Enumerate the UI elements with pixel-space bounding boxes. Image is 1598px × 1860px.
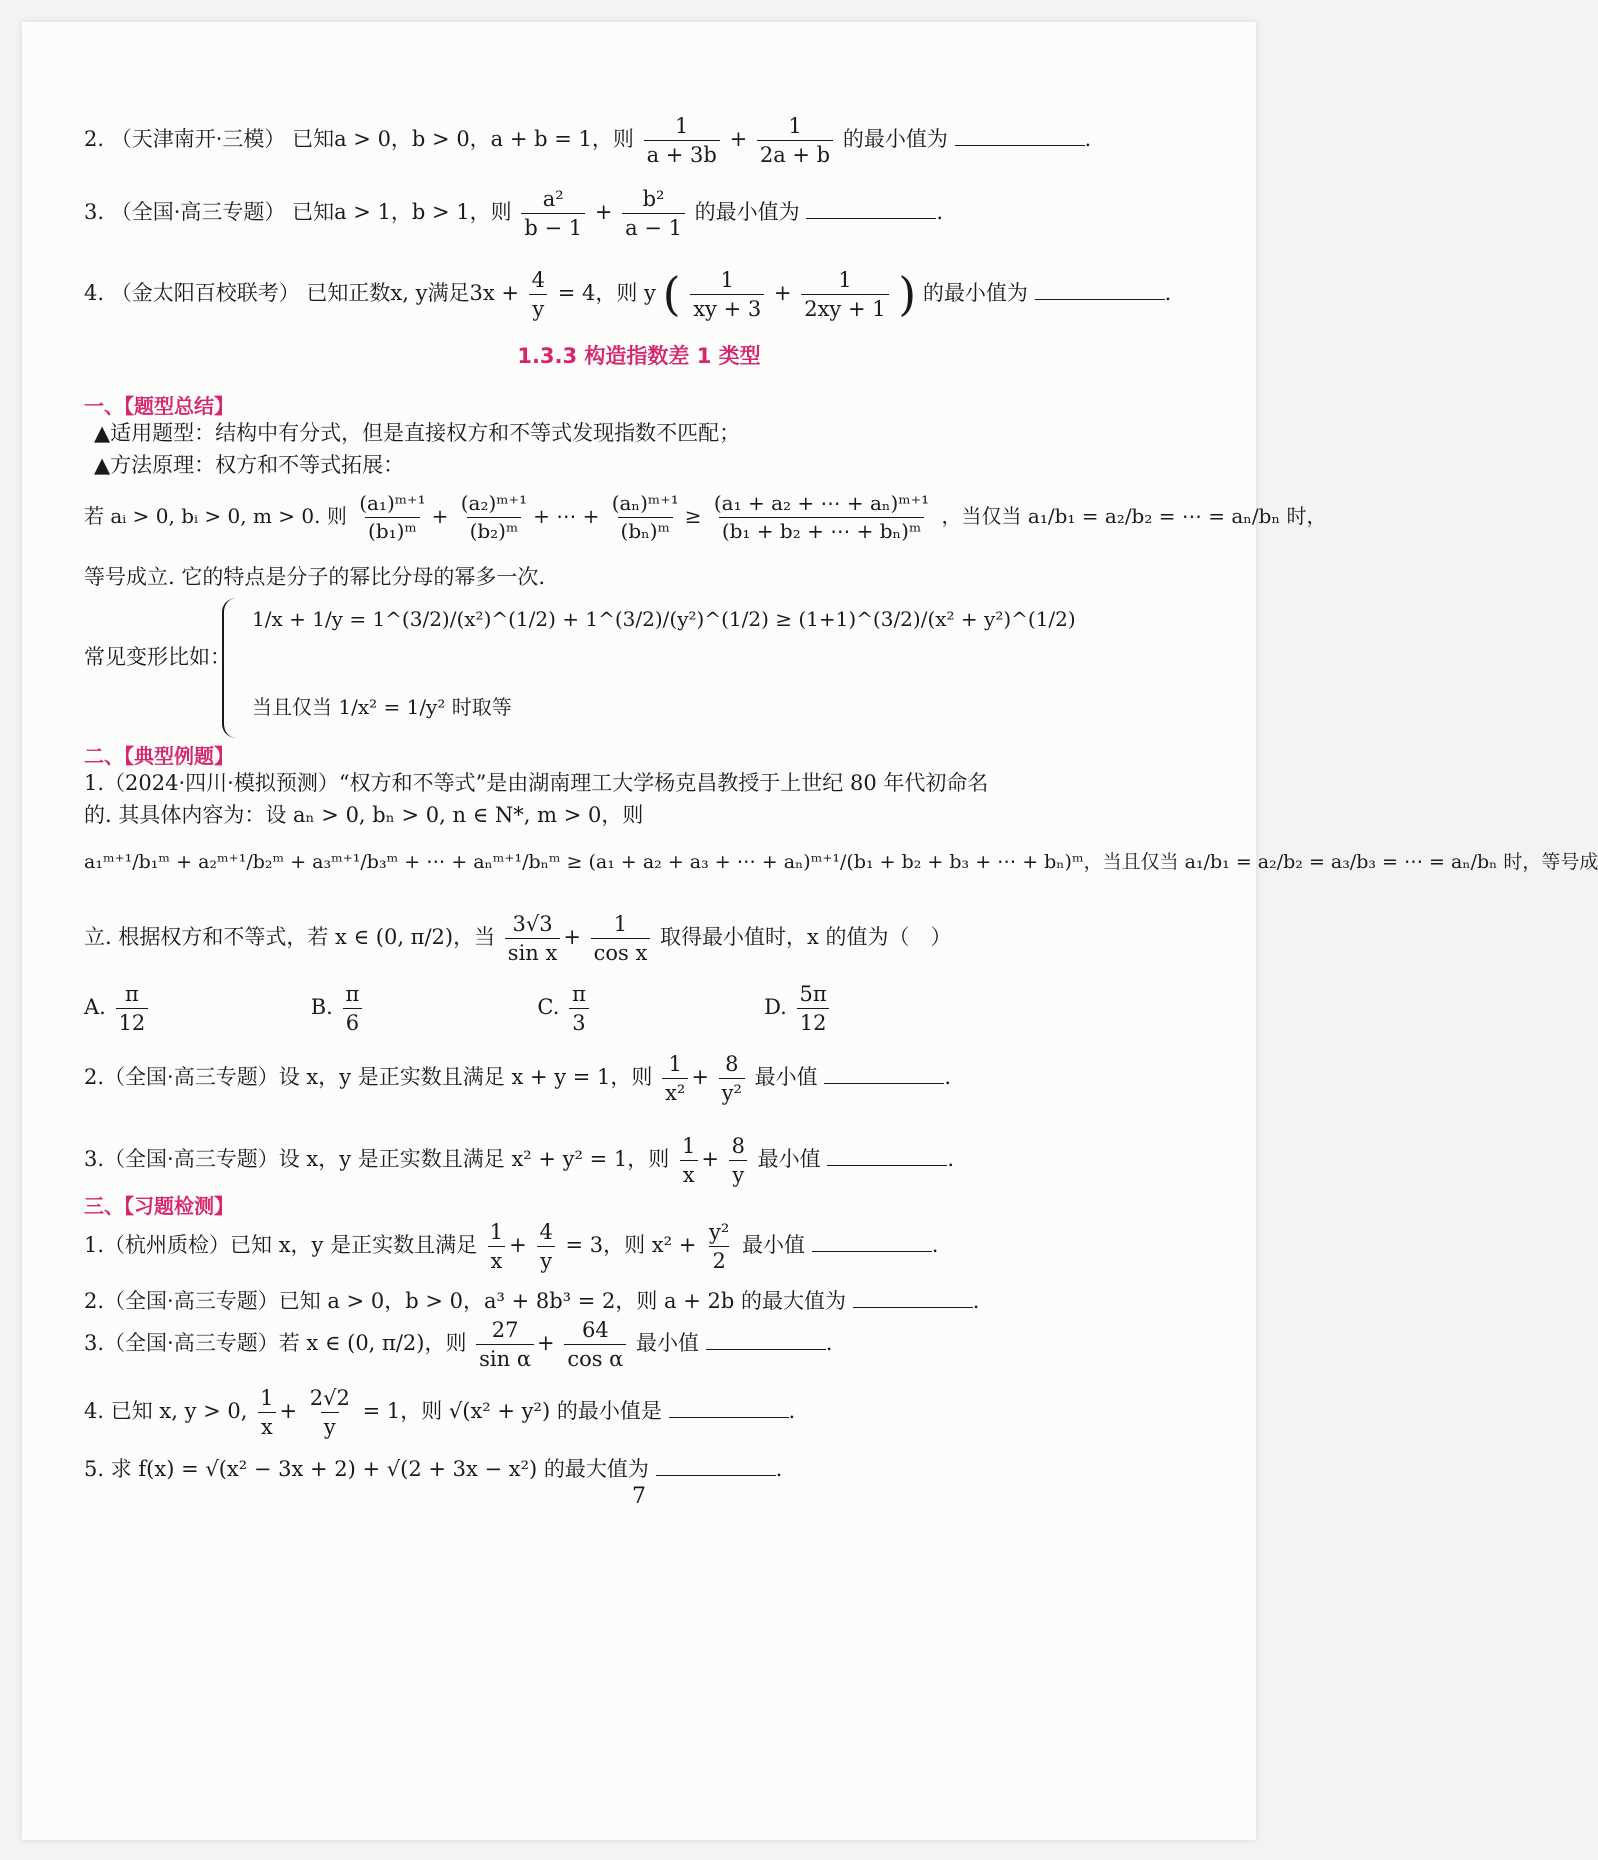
example1-line2: 的. 其具体内容为：设 aₙ > 0, bₙ > 0, n ∈ N*, m > 0，则 (84, 803, 644, 827)
option-a: A. $\frac{\pi}{12}$ (84, 982, 304, 1035)
exercise-1: 1.（杭州质检）已知 x，y 是正实数且满足 $\frac{1}{x}$ + $\frac{4}{y}$ = 3，则 x² + $\frac{\text{y²}}{2}$ 最小值 . (84, 1220, 939, 1274)
document-page (22, 22, 1598, 1840)
option-d: D. $\frac{5\pi}{12}$ (764, 982, 984, 1035)
brace (222, 598, 242, 738)
answer-blank (656, 1475, 776, 1476)
answer-blank (706, 1349, 826, 1350)
fraction: $\frac{4}{y}$ (529, 268, 548, 321)
answer-blank (827, 1165, 947, 1166)
part1-line2: ▲方法原理：权方和不等式拓展： (94, 453, 405, 477)
example1-line3: 立. 根据权方和不等式，若 x ∈ (0, π/2)，当 $\frac{3√3}{\text{sin x}}$ + $\frac{1}{\text{cos x}}$ 取得最小值时，x 的值为（ ） (84, 912, 952, 966)
fraction: $\frac{1}{2a + b}$ (757, 114, 833, 167)
example2: 2.（全国·高三专题）设 x，y 是正实数且满足 x + y = 1，则 $\frac{1}{\text{x²}}$ + $\frac{8}{\text{y²}}$ 最小值 . (84, 1052, 951, 1106)
variant-label: 常见变形比如： (84, 645, 231, 669)
answer-blank (824, 1083, 944, 1084)
answer-blank (812, 1251, 932, 1252)
problem-2-top: 2. （天津南开·三模） 已知a > 0，b > 0，a + b = 1，则 $\frac{1}{a + 3b}$ + $\frac{1}{2a + b}$ 的最小值为 . (84, 114, 1092, 168)
options-row (84, 982, 1216, 1035)
fraction: $\frac{1}{xy + 3}$ (690, 268, 764, 321)
option-b: B. $\frac{\pi}{6}$ (311, 982, 531, 1035)
answer-blank (853, 1307, 973, 1308)
problem-3-top: 3. （全国·高三专题） 已知a > 1，b > 1，则 $\frac{\text{a²}}{b - 1}$ + $\frac{\text{b²}}{a - 1}$ 的最小值为 . (84, 187, 943, 241)
exercise-2: 2.（全国·高三专题）已知 a > 0，b > 0，a³ + 8b³ = 2，则 a + 2b 的最大值为 . (84, 1289, 980, 1313)
part1-heading: 一、【题型总结】 (84, 394, 234, 418)
problem-4-top: 4. （金太阳百校联考） 已知正数x, y满足3x + $\frac{4}{y}$ = 4，则 y ( $\frac{1}{xy + 3}$ + $\frac{1}{2xy + 1}$ ) 的最小值为 . (84, 267, 1172, 321)
fraction: $\frac{\text{b²}}{a - 1}$ (622, 187, 685, 240)
part1-line3: 等号成立. 它的特点是分子的幂比分母的幂多一次. (84, 565, 546, 589)
answer-blank (806, 218, 936, 219)
variant-cond: 当且仅当 1/x² = 1/y² 时取等 (252, 695, 512, 719)
exercise-4: 4. 已知 x, y > 0, $\frac{1}{x}$ + $\frac{2√2}{y}$ = 1，则 √(x² + y²) 的最小值是 . (84, 1386, 796, 1440)
exercise-3: 3.（全国·高三专题）若 x ∈ (0, π/2)，则 $\frac{27}{\text{sin α}}$ + $\frac{64}{\text{cos α}}$ 最小值 . (84, 1318, 833, 1372)
part3-heading: 三、【习题检测】 (84, 1194, 234, 1218)
section-title: 1.3.3 构造指数差 1 类型 (517, 344, 761, 368)
answer-blank (1035, 299, 1165, 300)
fraction: $\frac{\text{a²}}{b - 1}$ (521, 187, 585, 240)
variant-eq: 1/x + 1/y = 1^(3/2)/(x²)^(1/2) + 1^(3/2)/(y²)^(1/2) ≥ (1+1)^(3/2)/(x² + y²)^(1/2) (252, 607, 1076, 631)
part2-heading: 二、【典型例题】 (84, 744, 234, 768)
example1-line1: 1.（2024·四川·模拟预测）“权方和不等式”是由湖南理工大学杨克昌教授于上世纪 80 年代初命名 (84, 771, 989, 795)
power-mean-formula: 若 aᵢ > 0, bᵢ > 0, m > 0. 则 $\frac{\text{(a₁)ᵐ⁺¹}}{\text{(b₁)ᵐ}}$ + $\frac{\text{(a₂)ᵐ⁺¹}}{\text{(b₂)ᵐ}}$ + ⋯ + $\frac{\text{(aₙ)ᵐ⁺¹}}{\text{(bₙ)ᵐ}}$ ≥ $\frac{\text{(a₁ + a₂ + ⋯ + aₙ)ᵐ⁺¹}}{\text{(b₁ + b₂ + ⋯ + bₙ)ᵐ}}$ ，当仅当 a₁/b₁ = a₂/b₂ = ⋯ = aₙ/bₙ 时， (84, 491, 1327, 543)
answer-blank (669, 1417, 789, 1418)
answer-blank (955, 145, 1085, 146)
fraction: $\frac{1}{2xy + 1}$ (801, 268, 888, 321)
part1-line1: ▲适用题型：结构中有分式，但是直接权方和不等式发现指数不匹配； (94, 421, 741, 445)
fraction: $\frac{1}{a + 3b}$ (644, 114, 720, 167)
example3: 3.（全国·高三专题）设 x，y 是正实数且满足 x² + y² = 1，则 $\frac{1}{x}$ + $\frac{8}{y}$ 最小值 . (84, 1134, 955, 1188)
page-number: 7 (632, 1484, 646, 1509)
exercise-5: 5. 求 f(x) = √(x² − 3x + 2) + √(2 + 3x − x²) 的最大值为 . (84, 1457, 783, 1481)
option-c: C. $\frac{\pi}{3}$ (537, 982, 757, 1035)
example1-formula: a₁ᵐ⁺¹/b₁ᵐ + a₂ᵐ⁺¹/b₂ᵐ + a₃ᵐ⁺¹/b₃ᵐ + ⋯ + aₙᵐ⁺¹/bₙᵐ ≥ (a₁ + a₂ + a₃ + ⋯ + aₙ)ᵐ⁺¹/(b₁ + b₂ + b₃ + ⋯ + bₙ)ᵐ，当且仅当 a₁/b₁ = a₂/b₂ = a₃/b₃ = ⋯ = aₙ/bₙ 时，等号成 (84, 851, 1598, 873)
